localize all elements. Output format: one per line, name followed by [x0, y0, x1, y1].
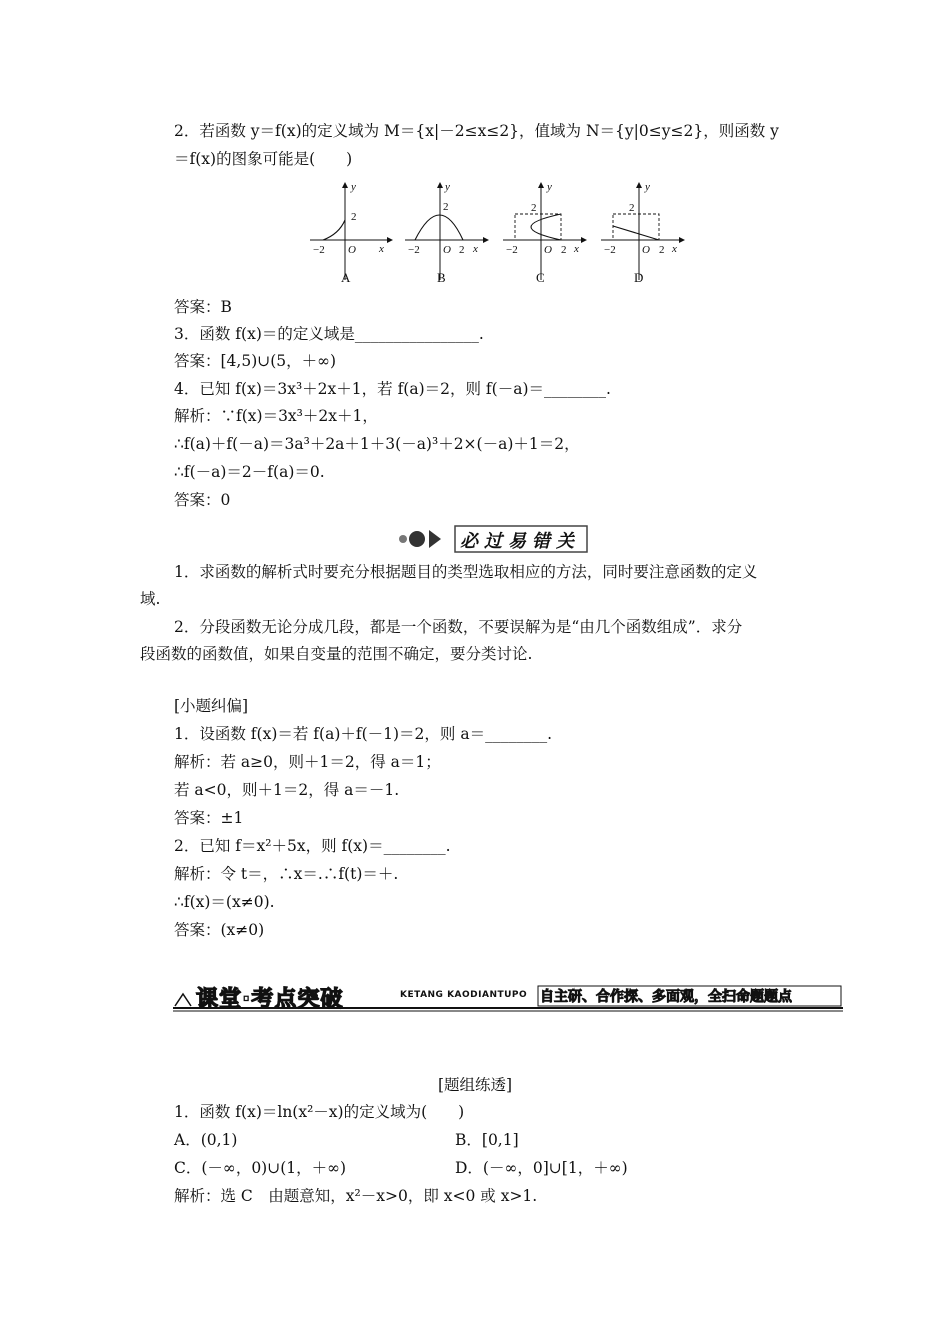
graph-a [310, 181, 393, 280]
graph-d [601, 181, 685, 280]
graph-label-c: C [536, 270, 545, 285]
svg-text:−2: −2 [506, 244, 518, 256]
group-practice-title: [题组练透] [437, 1076, 513, 1094]
svg-text:2: 2 [531, 202, 537, 214]
s1-solution-1: 解析：若 a≥0，则＋1＝2，得 a＝1； [174, 753, 441, 771]
s2-solution-1: 解析：令 t＝，∴x＝.∴f(t)＝＋. [174, 865, 399, 883]
q3-answer: 答案：[4,5)∪(5，＋∞) [174, 352, 337, 370]
pitfall-2-line2: 段函数的函数值，如果自变量的范围不确定，要分类讨论. [140, 645, 533, 663]
graph-c [503, 181, 587, 280]
q3-text: 3．函数 f(x)＝的定义域是________________. [174, 325, 484, 343]
s2-solution-2: ∴f(x)＝(x≠0). [174, 893, 275, 911]
small-problems-title: [小题纠偏] [174, 697, 249, 715]
svg-text:2: 2 [459, 244, 465, 256]
q4-solution-3: ∴f(－a)＝2－f(a)＝0. [174, 463, 325, 481]
svg-text:−2: −2 [313, 244, 325, 256]
g1-option-c: C．(－∞，0)∪(1，＋∞) [174, 1159, 347, 1177]
svg-text:x: x [473, 243, 478, 255]
svg-text:2: 2 [561, 244, 567, 256]
q2-answer: 答案：B [174, 298, 232, 316]
svg-text:−2: −2 [408, 244, 420, 256]
graph-label-d: D [634, 270, 644, 285]
svg-text:2: 2 [351, 211, 357, 223]
q4-solution-2: ∴f(a)＋f(－a)＝3a³＋2a＋1＋3(－a)³＋2×(－a)＋1＝2， [174, 435, 580, 453]
svg-text:x: x [379, 243, 384, 255]
chapter-banner-pinyin: KETANG KAODIANTUPO [400, 990, 528, 1000]
g1-option-b: B．[0,1] [455, 1131, 519, 1149]
svg-text:2: 2 [659, 244, 665, 256]
svg-text:2: 2 [443, 201, 449, 213]
svg-text:O: O [544, 244, 552, 256]
pitfall-1-line1: 1．求函数的解析式时要充分根据题目的类型选取相应的方法，同时要注意函数的定义 [174, 563, 758, 581]
graph-b [405, 181, 489, 280]
svg-text:y: y [351, 181, 356, 193]
svg-text:O: O [642, 244, 650, 256]
chapter-banner-title: 课堂·考点突破 [196, 987, 344, 1012]
pitfall-2-line1: 2．分段函数无论分成几段，都是一个函数，不要误解为是“由几个函数组成”．求分 [174, 618, 743, 636]
q4-answer: 答案：0 [174, 491, 231, 509]
q2-line1: 2．若函数 y＝f(x)的定义域为 M＝{x|－2≤x≤2}，值域为 N＝{y|0≤y≤2}，则函数 y [174, 122, 779, 140]
svg-text:x: x [672, 243, 677, 255]
g1-solution: 解析：选 C 由题意知，x²－x>0，即 x<0 或 x>1. [174, 1187, 538, 1205]
svg-text:O: O [443, 244, 451, 256]
q2-line2: ＝f(x)的图象可能是( ) [174, 150, 353, 168]
s1-solution-2: 若 a<0，则＋1＝2，得 a＝－1. [174, 781, 400, 799]
q4-text: 4．已知 f(x)＝3x³＋2x＋1，若 f(a)＝2，则 f(－a)＝________. [174, 380, 611, 398]
graph-label-a: A [341, 270, 351, 285]
svg-text:y: y [445, 181, 450, 193]
graph-label-b: B [437, 270, 446, 285]
section-banner-title: 必过易错关 [460, 531, 580, 552]
svg-text:y: y [547, 181, 552, 193]
svg-text:y: y [645, 181, 650, 193]
svg-text:−2: −2 [604, 244, 616, 256]
s1-text: 1．设函数 f(x)＝若 f(a)＋f(－1)＝2，则 a＝________. [174, 725, 553, 743]
s2-text: 2．已知 f＝x²＋5x，则 f(x)＝________. [174, 837, 451, 855]
svg-text:x: x [574, 243, 579, 255]
function-graphs [305, 180, 685, 290]
svg-text:2: 2 [629, 202, 635, 214]
g1-option-a: A．(0,1) [174, 1131, 238, 1149]
chapter-banner-subtitle: 自主研、合作探、多面观，全扫命题题点 [540, 989, 792, 1005]
s2-answer: 答案：(x≠0) [174, 921, 265, 939]
g1-text: 1．函数 f(x)＝ln(x²－x)的定义域为( ) [174, 1103, 465, 1121]
q4-solution-1: 解析：∵f(x)＝3x³＋2x＋1， [174, 407, 378, 425]
svg-text:O: O [348, 244, 356, 256]
s1-answer: 答案：±1 [174, 809, 244, 827]
g1-option-d: D．(－∞，0]∪[1，＋∞) [455, 1159, 628, 1177]
pitfall-1-line2: 域. [140, 590, 161, 608]
